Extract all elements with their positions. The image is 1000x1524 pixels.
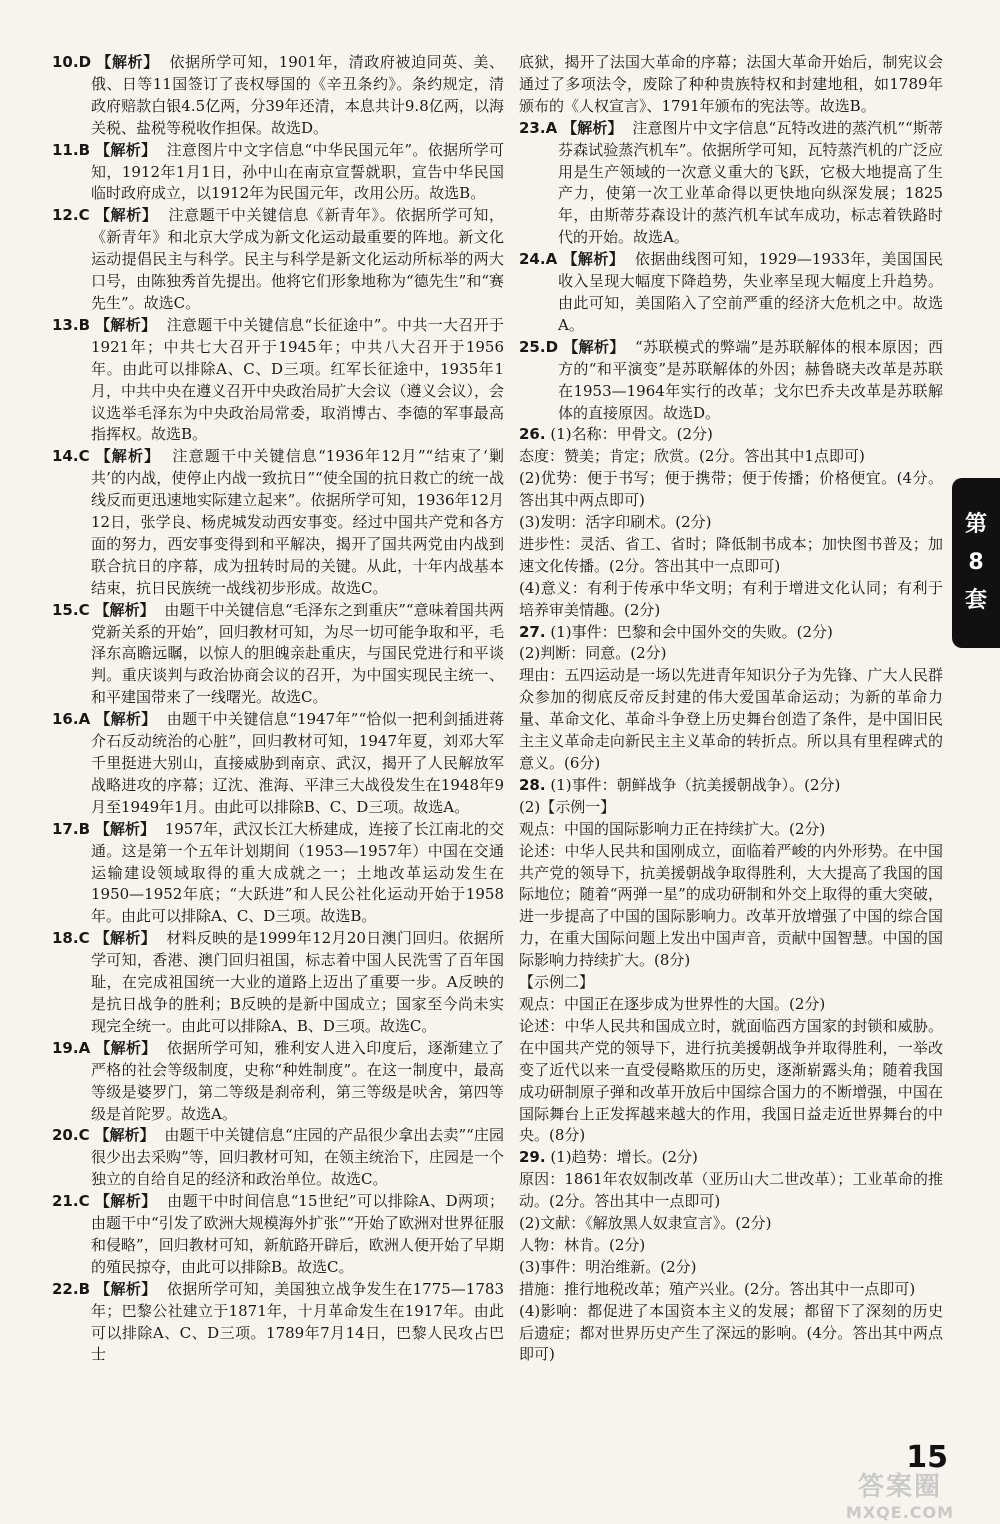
right-item (519, 665, 943, 775)
right-item (519, 249, 943, 337)
question-number: 12.C (52, 206, 90, 225)
answer-text: 人物：林肯。(2分) (519, 1235, 646, 1254)
question-number: 21.C (52, 1192, 90, 1211)
question-number: 24.A (519, 250, 558, 269)
right-item (519, 797, 943, 819)
right-item (519, 819, 943, 841)
question-number: 29. (519, 1148, 546, 1167)
left-item (52, 600, 504, 710)
left-item (52, 140, 504, 206)
watermark-text: 答案圈 (857, 1472, 942, 1502)
answer-text: “苏联模式的弊端”是苏联解体的根本原因；西方的“和平演变”是苏联解体的外因；赫鲁晓夫改革是苏联在1953—1964年实行的改革；戈尔巴乔夫改革是苏联解体的直接原因。故选D。 (558, 337, 943, 422)
set-tab (952, 478, 1000, 648)
analysis-tag: 【解析】 (563, 337, 625, 356)
analysis-tag: 【解析】 (95, 140, 157, 159)
answer-text: 依据所学可知，美国独立战争发生在1775—1783年；巴黎公社建立于1871年，十月革命发生在1917年。由此可以排除A、C、D三项。1789年7月14日，巴黎人民攻占巴士 (91, 1279, 504, 1364)
right-item (519, 994, 943, 1016)
left-item (52, 1191, 504, 1279)
right-item (519, 337, 943, 425)
right-column (519, 52, 943, 1366)
left-column (52, 52, 504, 1366)
right-item (519, 424, 943, 446)
page-number: 15 (906, 1440, 948, 1475)
right-item (519, 1235, 943, 1257)
answer-text: 由题干中关键信息“1947年”“恰似一把利剑插进蒋介石反动统治的心脏”，回归教材可知，1947年夏，刘邓大军千里挺进大别山，直接威胁到南京、武汉，揭开了人民解放军战略进攻的序幕；辽沈、淮海、平津三大战役发生在1948年9月至1949年1月。由此可以排除B、C、D三项。故选A。 (91, 710, 504, 816)
left-item (52, 1125, 504, 1191)
left-item (52, 819, 504, 929)
question-number: 23.A (519, 118, 558, 137)
right-item (519, 841, 943, 972)
left-item (52, 1038, 504, 1126)
analysis-tag: 【解析】 (95, 1038, 157, 1057)
answer-text: (4)影响：都促进了本国资本主义的发展；都留下了深刻的历史后遗症；都对世界历史产生了深远的影响。(4分。答出其中两点即可) (519, 1301, 943, 1364)
answer-text: 注意题干中关键信息“1936年12月”“结束了‘剿共’的内战，使停止内战一致抗日”“使全国的抗日救亡的统一战线反而更迅速地实际建立起来”。依据所学可知，1936年12月12日，张学良、杨虎城发动西安事变。经过中国共产党和各方面的努力，西安事变得到和平解决，揭开了国共两党由内战到联合抗日的序幕，成为扭转时局的关键。从此，十年内战基本结束，抗日民族统一战线初步形成。故选C。 (91, 447, 504, 597)
analysis-tag: 【解析】 (95, 315, 157, 334)
answer-text: 1957年，武汉长江大桥建成，连接了长江南北的交通。这是第一个五年计划期间（1953—1957年）中国在交通运输建设领域取得的重大成就之一；土地改革运动发生在1950—1952年底；“大跃进”和人民公社化运动开始于1958年。由此可以排除A、C、D三项。故选B。 (91, 819, 504, 926)
answer-text: 由题干中关键信息“毛泽东之到重庆”“意味着国共两党新关系的开始”，回归教材可知，为尽一切可能争取和平，毛泽东高瞻远瞩，以惊人的胆魄亲赴重庆，与国民党进行和平谈判。重庆谈判与政治协商会议的召开，为中国实现民主统一、和平建国带来了一线曙光。故选C。 (91, 600, 504, 707)
analysis-tag: 【解析】 (94, 819, 156, 838)
answer-text: 原因：1861年农奴制改革（亚历山大二世改革）；工业革命的推动。(2分。答出其中一点即可) (519, 1170, 943, 1211)
answer-text: 注意题干中关键信息《新青年》。依据所学可知，《新青年》和北京大学成为新文化运动最重要的阵地。新文化运动提倡民主与科学。民主与科学是新文化运动所标举的两大口号，由陈独秀首先提出。他将它们形象地称为“德先生”和“赛先生”。故选C。 (91, 206, 505, 312)
question-number: 16.A (52, 710, 91, 729)
set-tab-char-2: 8 (968, 550, 984, 575)
left-item (52, 205, 504, 315)
answer-text: 由题干中时间信息“15世纪”可以排除A、D两项；由题干中“引发了欧洲大规模海外扩张”“开始了欧洲对世界征服和侵略”，回归教材可知，新航路开辟后，欧洲人便开始了早期的殖民掠夺，由此可以排除B。故选C。 (91, 1192, 505, 1276)
answer-text: 注意题干中关键信息“长征途中”。中共一大召开于1921年；中共七大召开于1945年；中共八大召开于1956年。由此可以排除A、C、D三项。红军长征途中，1935年1月，中共中央在遵义召开中央政治局扩大会议（遵义会议），会议选举毛泽东为中央政治局常委，取消博古、李德的军事最高指挥权。故选B。 (91, 315, 504, 444)
right-item (519, 118, 943, 249)
right-item (519, 1279, 943, 1301)
answer-text: 论述：中华人民共和国成立时，就面临西方国家的封锁和威胁。在中国共产党的领导下，进行抗美援朝战争并取得胜利，一举改变了近代以来一直受侵略欺压的历史，逐渐崭露头角；随着我国成功研制原子弹和改革开放后中国综合国力的不断增强，中国在国际舞台上正发挥越来越大的作用，我国日益走近世界舞台的中央。(8分) (519, 1016, 943, 1145)
answer-text: (2)【示例一】 (519, 797, 616, 816)
answer-text: (1)事件：朝鲜战争（抗美援朝战争）。(2分) (550, 775, 841, 794)
right-item (519, 534, 943, 578)
question-number: 18.C (52, 929, 90, 948)
analysis-tag: 【解析】 (95, 1279, 157, 1298)
right-item (519, 1169, 943, 1213)
right-item (519, 468, 943, 512)
left-item (52, 315, 504, 446)
question-number: 19.A (52, 1038, 91, 1057)
analysis-tag: 【解析】 (94, 1126, 155, 1145)
watermark-url: MXQE.COM (845, 1503, 955, 1522)
right-item (519, 622, 943, 644)
answer-text: 态度：赞美；肯定；欣赏。(2分。答出其中1点即可) (519, 447, 865, 466)
question-number: 10.D (52, 53, 92, 71)
question-number: 14.C (52, 447, 90, 466)
question-number: 13.B (52, 315, 91, 334)
right-item (519, 775, 943, 797)
question-number: 17.B (52, 819, 91, 838)
question-number: 22.B (52, 1279, 91, 1298)
answer-text: 观点：中国的国际影响力正在持续扩大。(2分) (519, 819, 826, 838)
question-number: 25.D (519, 337, 559, 356)
answer-text: (2)判断：同意。(2分) (519, 644, 667, 663)
answer-text: 依据所学可知，1901年，清政府被迫同英、美、俄、日等11国签订了丧权辱国的《辛丑条约》。条约规定，清政府赔款白银4.5亿两，分39年还清，本息共计9.8亿两，以海关税、盐税等税收作担保。故选D。 (91, 53, 504, 137)
watermark-logo (810, 1468, 990, 1520)
right-item (519, 512, 943, 534)
left-item (52, 709, 504, 819)
right-item (519, 1257, 943, 1279)
analysis-tag: 【解析】 (95, 206, 158, 225)
answer-text: 依据曲线图可知，1929—1933年，美国国民收入呈现大幅度下降趋势，失业率呈现大幅度上升趋势。由此可知，美国陷入了空前严重的经济大危机之中。故选A。 (558, 250, 943, 334)
analysis-tag: 【解析】 (95, 710, 157, 729)
right-item (519, 972, 943, 994)
answer-text: 理由：五四运动是一场以先进青年知识分子为先锋、广大人民群众参加的彻底反帝反封建的伟大爱国革命运动；为新的革命力量、革命文化、革命斗争登上历史舞台创造了条件，是中国旧民主主义革命走向新民主主义革命的转折点。所以具有里程碑式的意义。(6分) (519, 666, 943, 772)
answer-text: 论述：中华人民共和国刚成立，面临着严峻的内外形势。在中国共产党的领导下，抗美援朝战争取得胜利，大大提高了我国的国际地位；随着“两弹一星”的成功研制和外交上取得的重大突破，进一步提高了中国的国际影响力。改革开放增强了中国的综合国力，在重大国际问题上发出中国声音，贡献中国智慧。中国的国际影响力持续扩大。(8分) (519, 841, 943, 970)
set-tab-char-3: 套 (964, 588, 987, 613)
question-number: 15.C (52, 600, 90, 619)
right-item (519, 1016, 943, 1147)
right-item (519, 1301, 943, 1367)
analysis-tag: 【解析】 (94, 1192, 157, 1211)
answer-text: 【示例二】 (519, 973, 595, 992)
right-item (519, 1213, 943, 1235)
left-item (52, 52, 504, 140)
right-item (519, 578, 943, 622)
left-item (52, 928, 504, 1038)
answer-text: (3)发明：活字印刷术。(2分) (519, 513, 712, 532)
answer-text: 进步性：灵活、省工、省时；降低制书成本；加快图书普及；加速文化传播。(2分。答出其中一点即可) (519, 534, 943, 575)
question-number: 28. (519, 775, 546, 794)
left-item (52, 1279, 504, 1367)
answer-text: 观点：中国正在逐步成为世界性的大国。(2分) (519, 994, 826, 1013)
answer-text: 注意图片中文字信息“中华民国元年”。依据所学可知，1912年1月1日，孙中山在南京宣誓就职，宣告中华民国临时政府成立，以1912年为民国元年，改用公历。故选B。 (91, 140, 504, 203)
answer-text: (1)事件：巴黎和会中国外交的失败。(2分) (550, 622, 833, 641)
answer-text: (2)文献：《解放黑人奴隶宣言》。(2分) (519, 1214, 772, 1233)
question-number: 11.B (52, 140, 91, 159)
right-item (519, 446, 943, 468)
question-number: 27. (519, 622, 546, 641)
answer-text: (1)趋势：增长。(2分) (550, 1148, 698, 1167)
analysis-tag: 【解析】 (94, 600, 155, 619)
right-item (519, 52, 943, 118)
analysis-tag: 【解析】 (562, 250, 625, 269)
question-number: 20.C (52, 1126, 90, 1145)
answer-text: (4)意义：有利于传承中华文明；有利于增进文化认同；有利于培养审美情趣。(2分) (519, 578, 943, 619)
right-item (519, 1147, 943, 1169)
analysis-tag: 【解析】 (94, 929, 157, 948)
left-item (52, 446, 504, 599)
answer-text: 底狱，揭开了法国大革命的序幕；法国大革命开始后，制宪议会通过了多项法令，废除了种种贵族特权和封建地租，如1789年颁布的《人权宣言》、1791年颁布的宪法等。故选B。 (519, 53, 943, 115)
analysis-tag: 【解析】 (96, 53, 159, 71)
answer-text: 材料反映的是1999年12月20日澳门回归。依据所学可知，香港、澳门回归祖国，标志着中国人民洗雪了百年国耻，在完成祖国统一大业的道路上迈出了重要一步。A反映的是抗日战争的胜利；B反映的是新中国成立；国家至今尚未实现完全统一。由此可以排除A、B、D三项。故选C。 (91, 929, 504, 1035)
answer-text: 措施：推行地税改革；殖产兴业。(2分。答出其中一点即可) (519, 1279, 916, 1298)
answer-text: 注意图片中文字信息“瓦特改进的蒸汽机”“斯蒂芬森试验蒸汽机车”。依据所学可知，瓦特蒸汽机的广泛应用是生产领域的一次意义重大的飞跃，它极大地提高了生产力，使第一次工业革命得以更快地向纵深发展；1825年，由斯蒂芬森设计的蒸汽机车试车成功，标志着铁路时代的开始。故选A。 (558, 118, 943, 247)
analysis-tag: 【解析】 (562, 118, 623, 137)
answer-text: 依据所学可知，雅利安人进入印度后，逐渐建立了严格的社会等级制度，史称“种姓制度”。在这一制度中，最高等级是婆罗门，第二等级是刹帝利，第三等级是吠舍，第四等级是首陀罗。故选A。 (91, 1038, 504, 1123)
question-number: 26. (519, 425, 546, 444)
set-tab-char-1: 第 (964, 512, 987, 537)
answer-text: (1)名称：甲骨文。(2分) (550, 425, 713, 444)
answer-text: (2)优势：便于书写；便于携带；便于传播；价格便宜。(4分。答出其中两点即可) (519, 469, 943, 510)
answer-text: 由题干中关键信息“庄园的产品很少拿出去卖”“庄园很少出去采购”等，回归教材可知，在领主统治下，庄园是一个独立的自给自足的经济和政治单位。故选C。 (91, 1126, 504, 1189)
analysis-tag: 【解析】 (95, 447, 161, 466)
answer-text: (3)事件：明治维新。(2分) (519, 1257, 697, 1276)
right-item (519, 643, 943, 665)
